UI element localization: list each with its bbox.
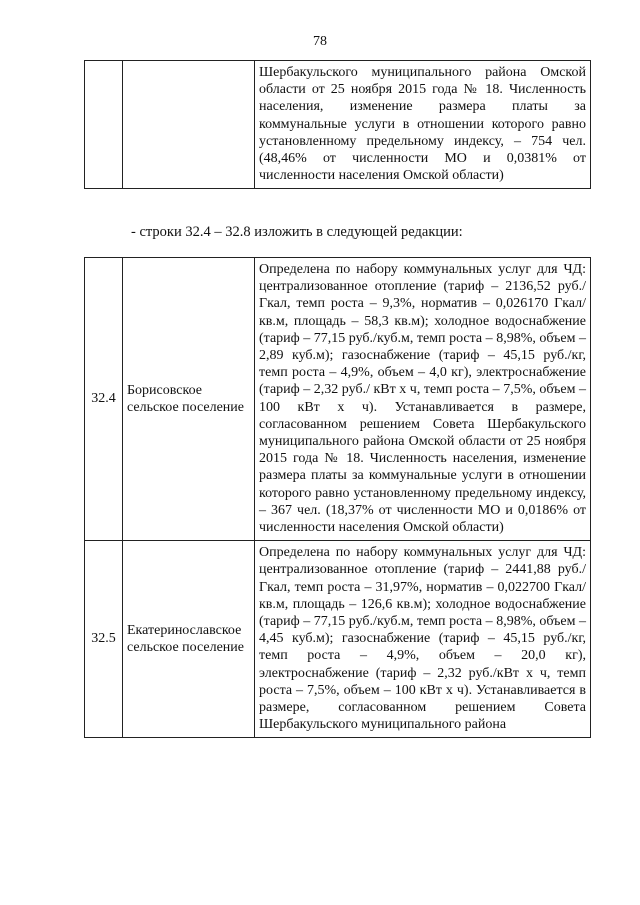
table-row xyxy=(85,541,591,738)
description-cell: Определена по набору коммунальных услуг для ЧД: централизованное отопление (тариф – 2136,52 руб./Гкал, темп роста – 9,3%, норматив – 0,026170 Гкал/кв.м, площадь – 58,3 кв.м); холодное водоснабжение (тариф – 77,15 руб./куб.м, темп роста – 8,98%, объем – 2,89 куб.м); газоснабжение (тариф – 45,15 руб./кг, темп роста – 4,9%, объем – 4,0 кг), электроснабжение (тариф – 2,32 руб./ кВт х ч, темп роста – 7,5%, объем – 100 кВт х ч). Устанавливается в размере, согласованном решением Совета Шербакульского муниципального района Омской области от 25 ноября 2015 года № 18. Численность населения, изменение размера платы за коммунальные услуги в отношении которого равно установленному предельному индексу, – 367 чел. (18,37% от численности МО и 0,0186% от численности населения Омской области) xyxy=(255,258,591,541)
description-cell: Шербакульского муниципального района Омской области от 25 ноября 2015 года № 18. Численность населения, изменение размера платы за коммунальные услуги в отношении которого равно установленному предельному индексу, – 754 чел. (48,46% от численности МО и 0,0381% от численности населения Омской области) xyxy=(255,61,591,189)
row-number-cell xyxy=(85,61,123,189)
description-cell: Определена по набору коммунальных услуг для ЧД: централизованное отопление (тариф – 2441,88 руб./Гкал, темп роста – 31,97%, норматив – 0,022700 Гкал/кв.м, площадь – 126,6 кв.м); холодное водоснабжение (тариф – 77,15 руб./куб.м, темп роста – 8,98%, объем – 4,45 куб.м); газоснабжение (тариф – 45,15 руб./кг, темп роста – 4,9%, объем – 20,0 кг), электроснабжение (тариф – 2,32 руб./кВт х ч, темп роста – 7,5%, объем – 100 кВт х ч). Устанавливается в размере, согласованном решением Совета Шербакульского муниципального района xyxy=(255,541,591,738)
continuation-table xyxy=(84,60,591,189)
table-row xyxy=(85,258,591,541)
amendment-table xyxy=(84,257,591,738)
page-number: 78 xyxy=(313,34,327,49)
table-row xyxy=(85,61,591,189)
amendment-instruction: - строки 32.4 – 32.8 изложить в следующей редакции: xyxy=(131,224,463,240)
settlement-name-cell: Екатеринославское сельское поселение xyxy=(123,541,255,738)
row-number-cell: 32.4 xyxy=(85,258,123,541)
settlement-name-cell xyxy=(123,61,255,189)
row-number-cell: 32.5 xyxy=(85,541,123,738)
settlement-name-cell: Борисовское сельское поселение xyxy=(123,258,255,541)
